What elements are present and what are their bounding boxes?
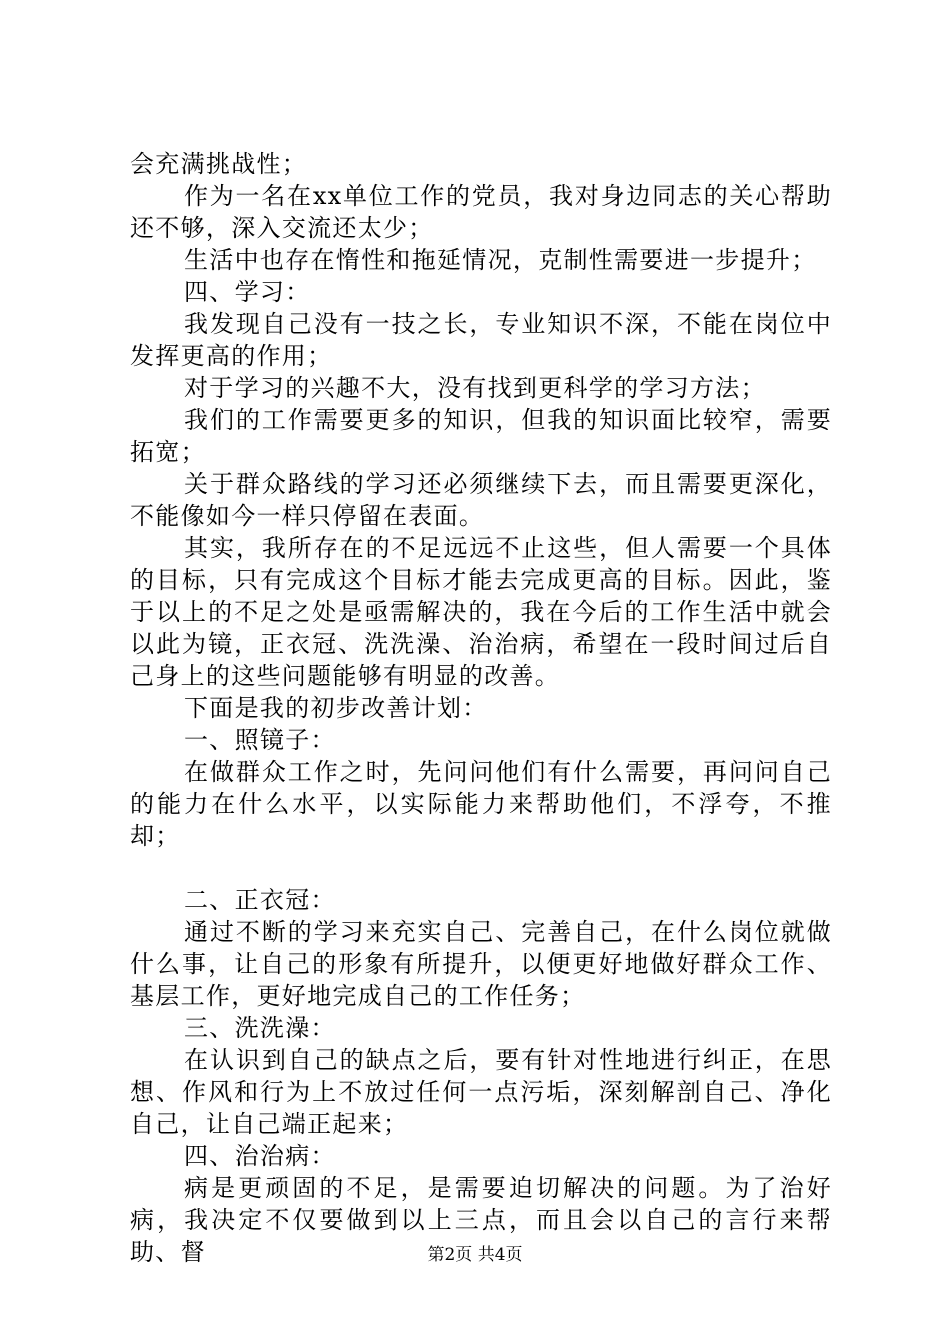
blank-line bbox=[130, 852, 832, 884]
paragraph-6: 我们的工作需要更多的知识，但我的知识面比较窄，需要拓宽； bbox=[130, 406, 832, 466]
paragraph-0: 会充满挑战性； bbox=[130, 150, 308, 178]
paragraph-9: 下面是我的初步改善计划： bbox=[184, 694, 488, 722]
paragraph-1: 作为一名在xx单位工作的党员，我对身边同志的关心帮助还不够，深入交流还太少； bbox=[130, 182, 832, 242]
section-heading-dress: 二、正衣冠： bbox=[184, 886, 336, 914]
paragraph-14: 通过不断的学习来充实自己、完善自己，在什么岗位就做什么事，让自己的形象有所提升，以便更好地做好群众工作、基层工作，更好地完成自己的工作任务； bbox=[130, 918, 832, 1010]
paragraph-2: 生活中也存在惰性和拖延情况，克制性需要进一步提升； bbox=[184, 246, 817, 274]
paragraph-5: 对于学习的兴趣不大，没有找到更科学的学习方法； bbox=[184, 374, 766, 402]
document-body bbox=[130, 148, 832, 1268]
paragraph-11: 在做群众工作之时，先问问他们有什么需要，再问问自己的能力在什么水平，以实际能力来帮助他们，不浮夸，不推却； bbox=[130, 758, 832, 850]
section-heading-cure: 四、治治病： bbox=[184, 1142, 336, 1170]
paragraph-4: 我发现自己没有一技之长，专业知识不深，不能在岗位中发挥更高的作用； bbox=[130, 310, 832, 370]
paragraph-18: 病是更顽固的不足，是需要迫切解决的问题。为了治好病，我决定不仅要做到以上三点，而且会以自己的言行来帮助、督 bbox=[130, 1174, 832, 1266]
section-heading-bath: 三、洗洗澡： bbox=[184, 1014, 336, 1042]
paragraph-8: 其实，我所存在的不足远远不止这些，但人需要一个具体的目标，只有完成这个目标才能去完成更高的目标。因此，鉴于以上的不足之处是亟需解决的，我在今后的工作生活中就会以此为镜，正衣冠、洗洗澡、治治病，希望在一段时间过后自己身上的这些问题能够有明显的改善。 bbox=[130, 534, 832, 690]
page-number-footer: 第2页 共4页 bbox=[427, 1245, 523, 1265]
section-heading-study: 四、学习： bbox=[184, 278, 311, 306]
paragraph-16: 在认识到自己的缺点之后，要有针对性地进行纠正，在思想、作风和行为上不放过任何一点污垢，深刻解剖自己、净化自己，让自己端正起来； bbox=[130, 1046, 832, 1138]
paragraph-7: 关于群众路线的学习还必须继续下去，而且需要更深化，不能像如今一样只停留在表面。 bbox=[130, 470, 832, 530]
section-heading-mirror: 一、照镜子： bbox=[184, 726, 336, 754]
